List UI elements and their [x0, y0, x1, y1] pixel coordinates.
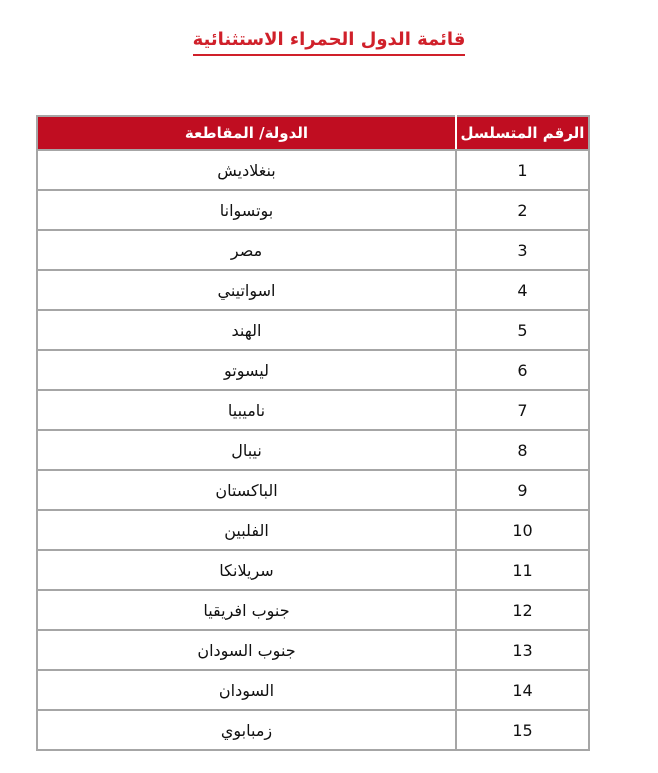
serial-cell: 15: [456, 710, 589, 750]
serial-cell: 1: [456, 150, 589, 190]
serial-cell: 9: [456, 470, 589, 510]
serial-cell: 8: [456, 430, 589, 470]
table-row: [37, 670, 589, 710]
serial-cell: 10: [456, 510, 589, 550]
title-container: [0, 29, 658, 56]
country-cell: بوتسوانا: [37, 190, 456, 230]
country-cell: الباكستان: [37, 470, 456, 510]
country-cell: نيبال: [37, 430, 456, 470]
table-row: [37, 630, 589, 670]
table-row: [37, 230, 589, 270]
serial-column-header: الرقم المتسلسل: [456, 116, 589, 150]
table-header: [37, 116, 589, 150]
table-row: [37, 270, 589, 310]
country-cell: مصر: [37, 230, 456, 270]
table-row: [37, 150, 589, 190]
serial-cell: 5: [456, 310, 589, 350]
table-row: [37, 470, 589, 510]
serial-cell: 2: [456, 190, 589, 230]
table-row: [37, 550, 589, 590]
table-row: [37, 710, 589, 750]
table-row: [37, 350, 589, 390]
serial-cell: 3: [456, 230, 589, 270]
country-cell: الفلبين: [37, 510, 456, 550]
country-column-header: الدولة/ المقاطعة: [37, 116, 456, 150]
country-cell: السودان: [37, 670, 456, 710]
serial-cell: 14: [456, 670, 589, 710]
country-cell: بنغلاديش: [37, 150, 456, 190]
serial-cell: 4: [456, 270, 589, 310]
table-row: [37, 430, 589, 470]
country-cell: الهند: [37, 310, 456, 350]
serial-cell: 6: [456, 350, 589, 390]
page-title: قائمة الدول الحمراء الاستثنائية: [193, 29, 466, 56]
country-cell: اسواتيني: [37, 270, 456, 310]
country-cell: ليسوتو: [37, 350, 456, 390]
table-row: [37, 390, 589, 430]
serial-cell: 13: [456, 630, 589, 670]
country-cell: زمبابوي: [37, 710, 456, 750]
country-cell: ناميبيا: [37, 390, 456, 430]
serial-cell: 12: [456, 590, 589, 630]
table-row: [37, 590, 589, 630]
serial-cell: 11: [456, 550, 589, 590]
table-row: [37, 310, 589, 350]
header-row: [37, 116, 589, 150]
country-cell: جنوب السودان: [37, 630, 456, 670]
red-countries-table: [36, 115, 590, 751]
table-row: [37, 190, 589, 230]
serial-cell: 7: [456, 390, 589, 430]
country-cell: سريلانكا: [37, 550, 456, 590]
table-row: [37, 510, 589, 550]
table-body: [37, 150, 589, 750]
country-cell: جنوب افريقيا: [37, 590, 456, 630]
